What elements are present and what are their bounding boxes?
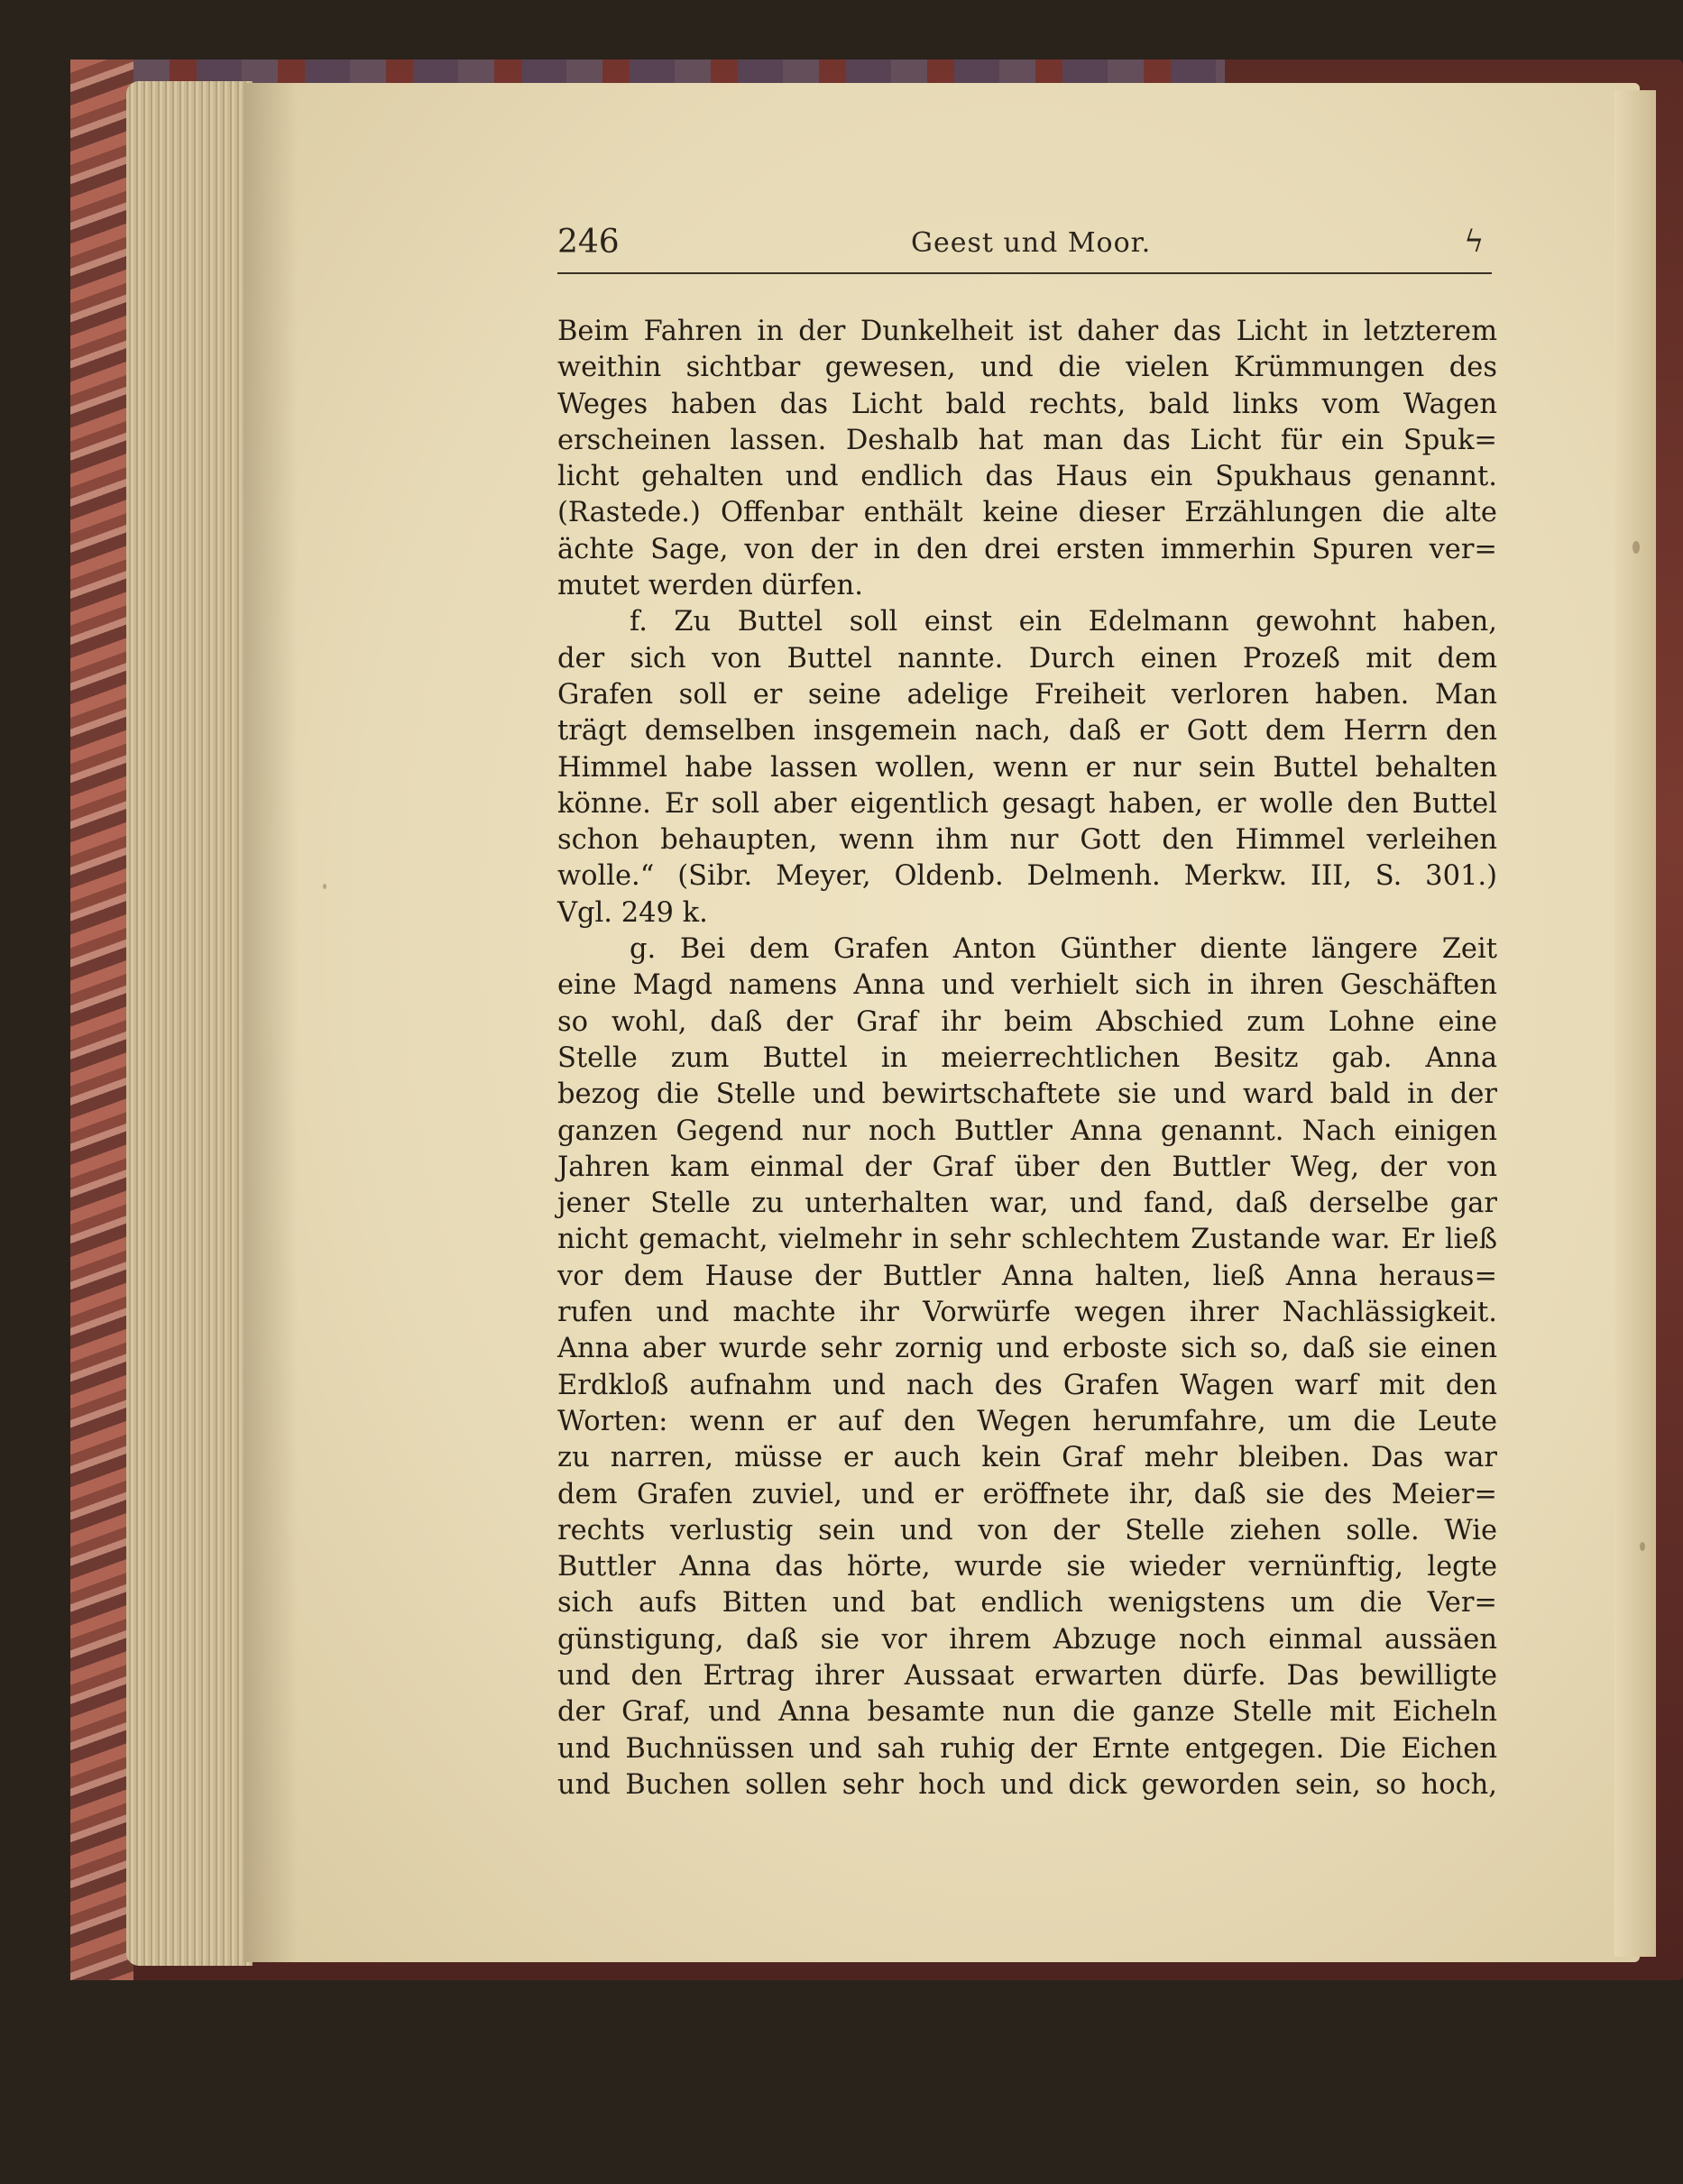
text-line: f. Zu Buttel soll einst ein Edelmann gewohnt haben, xyxy=(630,606,1497,638)
text-line: ganzen Gegend nur noch Buttler Anna genannt. Nach einigen xyxy=(557,1115,1497,1147)
text-line: Vgl. 249 k. xyxy=(557,896,708,929)
page-gutter-shadow xyxy=(244,83,298,1962)
text-line: Jahren kam einmal der Graf über den Buttler Weg, der von xyxy=(557,1151,1497,1183)
text-line: Stelle zum Buttel in meierrechtlichen Besitz gab. Anna xyxy=(557,1042,1497,1074)
text-line: ächte Sage, von der in den drei ersten immerhin Spuren ver= xyxy=(557,533,1497,565)
text-line: Worten: wenn er auf den Wegen herumfahre, um die Leute xyxy=(557,1405,1497,1437)
text-line: dem Grafen zuviel, und er eröffnete ihr, daß sie des Meier= xyxy=(557,1478,1497,1510)
text-line: rufen und machte ihr Vorwürfe wegen ihrer Nachlässigkeit. xyxy=(557,1297,1497,1329)
right-page-edge xyxy=(1614,90,1656,1957)
foxing-spot xyxy=(1632,541,1640,554)
text-line: (Rastede.) Offenbar enthält keine dieser Erzählungen die alte xyxy=(557,497,1497,529)
text-line: weithin sichtbar gewesen, und die vielen Krümmungen des xyxy=(557,352,1497,384)
running-title: Geest und Moor. xyxy=(911,227,1152,259)
page-number: 246 xyxy=(557,224,620,261)
text-line: und Buchnüssen und sah ruhig der Ernte entgegen. Die Eichen xyxy=(557,1732,1497,1765)
text-line: jener Stelle zu unterhalten war, und fand, daß derselbe gar xyxy=(557,1188,1497,1220)
text-line: Erdkloß aufnahm und nach des Grafen Wagen warf mit den xyxy=(557,1369,1497,1401)
header-rule xyxy=(557,272,1492,274)
text-line: Beim Fahren in der Dunkelheit ist daher das Licht in letzterem xyxy=(557,316,1497,347)
text-line: wolle.“ (Sibr. Meyer, Oldenb. Delmenh. Merkw. III, S. 301.) xyxy=(557,860,1497,893)
text-line: der Graf, und Anna besamte nun die ganze Stelle mit Eicheln xyxy=(557,1696,1497,1729)
text-line: schon behaupten, wenn ihm nur Gott den Himmel verleihen xyxy=(557,824,1497,857)
body-text xyxy=(557,314,1497,1803)
text-line: Weges haben das Licht bald rechts, bald links vom Wagen xyxy=(557,388,1497,420)
text-line: könne. Er soll aber eigentlich gesagt haben, er wolle den Buttel xyxy=(557,787,1497,820)
text-line: erscheinen lassen. Deshalb hat man das Licht für ein Spuk= xyxy=(557,424,1497,456)
text-line: Buttler Anna das hörte, wurde sie wieder vernünftig, legte xyxy=(557,1551,1497,1583)
text-line: Anna aber wurde sehr zornig und erboste sich so, daß sie einen xyxy=(557,1333,1497,1365)
text-line: nicht gemacht, vielmehr in sehr schlechtem Zustande war. Er ließ xyxy=(557,1224,1497,1256)
ornament-mark: ϟ xyxy=(1464,224,1485,260)
page-block-edges xyxy=(126,81,253,1966)
running-head xyxy=(557,224,1491,265)
text-line: sich aufs Bitten und bat endlich wenigstens um die Ver= xyxy=(557,1587,1497,1620)
text-line: vor dem Hause der Buttler Anna halten, ließ Anna heraus= xyxy=(557,1260,1497,1292)
text-line: g. Bei dem Grafen Anton Günther diente längere Zeit xyxy=(630,933,1497,966)
marbled-cover-edge xyxy=(70,60,133,1980)
text-line: Grafen soll er seine adelige Freiheit verloren haben. Man xyxy=(557,678,1497,711)
text-line: so wohl, daß der Graf ihr beim Abschied zum Lohne eine xyxy=(557,1005,1497,1038)
text-line: zu narren, müsse er auch kein Graf mehr bleiben. Das war xyxy=(557,1442,1497,1474)
foxing-spot xyxy=(323,884,326,889)
text-line: bezog die Stelle und bewirtschaftete sie und ward bald in der xyxy=(557,1078,1497,1111)
text-line: eine Magd namens Anna und verhielt sich in ihren Geschäften xyxy=(557,969,1497,1002)
text-line: mutet werden dürfen. xyxy=(557,570,863,602)
text-line: rechts verlustig sein und von der Stelle ziehen solle. Wie xyxy=(557,1514,1497,1546)
text-line: und Buchen sollen sehr hoch und dick geworden sein, so hoch, xyxy=(557,1768,1497,1801)
text-line: Himmel habe lassen wollen, wenn er nur sein Buttel behalten xyxy=(557,751,1497,784)
foxing-spot xyxy=(1640,1542,1645,1551)
text-line: günstigung, daß sie vor ihrem Abzuge noch einmal aussäen xyxy=(557,1623,1497,1656)
text-line: trägt demselben insgemein nach, daß er Gott dem Herrn den xyxy=(557,715,1497,748)
text-line: und den Ertrag ihrer Aussaat erwarten dürfe. Das bewilligte xyxy=(557,1659,1497,1692)
text-line: der sich von Buttel nannte. Durch einen Prozeß mit dem xyxy=(557,642,1497,674)
text-line: licht gehalten und endlich das Haus ein Spukhaus genannt. xyxy=(557,461,1497,493)
